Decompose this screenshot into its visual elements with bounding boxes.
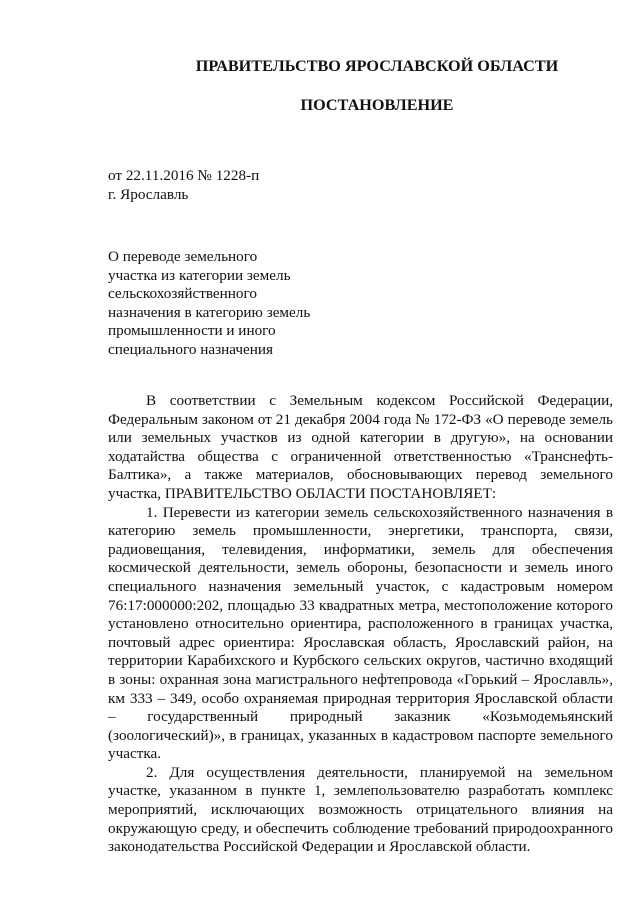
subject-line: промышленности и иного xyxy=(108,322,276,340)
item-2-paragraph: 2. Для осуществления деятельности, планируемой на земельном участке, указанном в пункте 1, землепользователю разработать комплекс мероприятий, исключающих возможность отрицательного влияния на окружающую среду, и обеспечить соблюдение требований природоохранного законодательства Российской Федерации и Ярославской области. xyxy=(108,763,613,856)
government-heading: ПРАВИТЕЛЬСТВО ЯРОСЛАВСКОЙ ОБЛАСТИ xyxy=(195,57,559,75)
subject-line: сельскохозяйственного xyxy=(108,285,257,303)
document-type-heading: ПОСТАНОВЛЕНИЕ xyxy=(300,96,454,114)
item-1-paragraph: 1. Перевести из категории земель сельскохозяйственного назначения в категорию земель промышленности, энергетики, транспорта, связи, радиовещания, телевидения, информатики, земель для обеспечения космической деятельности, земель обороны, безопасности и земель иного специального назначения земельный участок, с кадастровым номером 76:17:000000:202, площадью 33 квадратных метра, местоположение которого установлено относительно ориентира, расположенного в границах участка, почтовый адрес ориентира: Ярославская область, Ярославский район, на территории Карабихского и Курбского сельских округов, частично входящий в зоны: охранная зона магистрального нефтепровода «Горький – Ярославль», км 333 – 349, особо охраняемая природная территория Ярославской области – государственный природный заказник «Козьмодемьянский (зоологический)», в границах, указанных в кадастровом паспорте земельного участка. xyxy=(108,503,613,763)
place: г. Ярославль xyxy=(108,185,189,203)
document-meta xyxy=(108,167,259,204)
subject-line: О переводе земельного xyxy=(108,248,258,265)
document-body xyxy=(108,392,613,857)
date-number: от 22.11.2016 № 1228-п xyxy=(108,167,260,184)
subject-line: участка из категории земель xyxy=(108,266,291,284)
preamble-paragraph: В соответствии с Земельным кодексом Российской Федерации, Федеральным законом от 21 декабря 2004 года № 172-ФЗ «О переводе земель или земельных участков из одной категории в другую», на основании ходатайства общества с ограниченной ответственностью «Транснефть-Балтика», а также материалов, обосновывающих перевод земельного участка, ПРАВИТЕЛЬСТВО ОБЛАСТИ ПОСТАНОВЛЯЕТ: xyxy=(108,392,613,502)
subject-line: назначения в категорию земель xyxy=(108,303,311,321)
subject-line: специального назначения xyxy=(108,340,273,358)
document-subject xyxy=(108,248,338,360)
